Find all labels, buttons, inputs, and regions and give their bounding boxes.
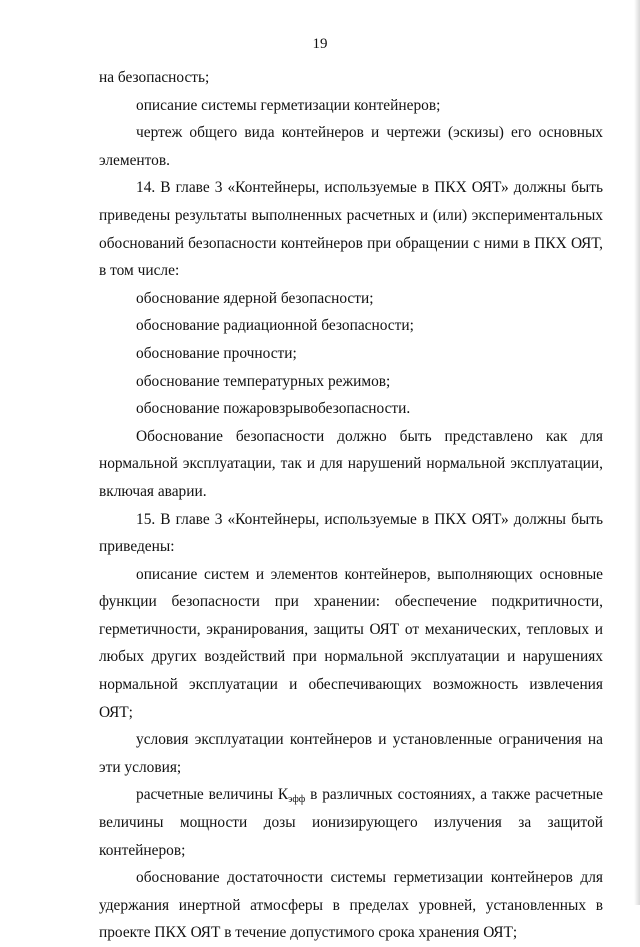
list-item: описание систем и элементов контейнеров, выполняющих основные функции безопасности при хранении: обеспечение подкритичности, герметичности, экранирования, защиты ОЯТ от механических, тепловых и любых других воздействий при нормальной эксплуатации и нарушениях нормальной эксплуатации и обеспечивающих возможность извлечения ОЯТ; [99, 565, 603, 721]
keff-subscript: эфф [288, 794, 306, 806]
paragraph-clause-15: 15. В главе 3 «Контейнеры, используемые в ПКХ ОЯТ» должны быть приведены: [99, 510, 603, 556]
list-item: описание системы герметизации контейнеров; [136, 96, 441, 114]
keff-text-after: в различных состояниях, а также расчетные величины мощности дозы ионизирующего излучения за защитой контейнеров; [99, 786, 603, 859]
list-item: обоснование радиационной безопасности; [136, 317, 414, 335]
list-item: обоснование ядерной безопасности; [136, 289, 374, 307]
scan-edge [634, 0, 640, 905]
list-item: условия эксплуатации контейнеров и установленные ограничения на эти условия; [99, 731, 603, 776]
list-item: чертеж общего вида контейнеров и чертежи (эскизы) его основных элементов. [99, 124, 603, 169]
list-item: обоснование достаточности системы герметизации контейнеров для удержания инертной атмосферы в пределах уровней, установленных в проекте ПКХ ОЯТ в течение допустимого срока хранения ОЯТ; [99, 869, 603, 942]
list-item: обоснование прочности; [136, 344, 297, 362]
list-item: обоснование пожаровзрывобезопасности. [136, 400, 411, 418]
list-item: обоснование температурных режимов; [136, 372, 391, 390]
paragraph-safety-justification: Обоснование безопасности должно быть представлено как для нормальной эксплуатации, так и для нарушений нормальной эксплуатации, включая аварии. [99, 427, 603, 500]
paragraph-clause-14: 14. В главе 3 «Контейнеры, используемые в ПКХ ОЯТ» должны быть приведены результаты выполненных расчетных и (или) экспериментальных обоснований безопасности контейнеров при обращении с ними в ПКХ ОЯТ, в том числе: [99, 179, 603, 280]
keff-text-before: расчетные величины К [136, 786, 289, 804]
page-number: 19 [312, 36, 328, 52]
document-body [99, 64, 603, 947]
paragraph-continuation: на безопасность; [99, 69, 210, 86]
list-item-keff [99, 781, 603, 864]
